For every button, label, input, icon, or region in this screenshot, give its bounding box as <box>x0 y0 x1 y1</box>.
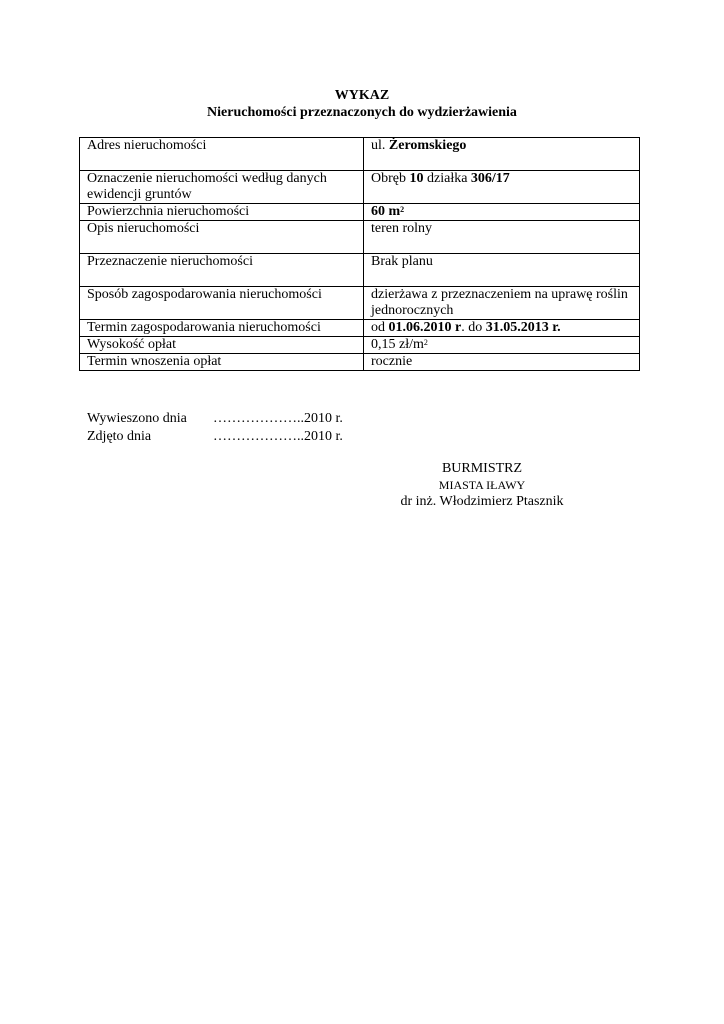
row-value: teren rolny <box>364 221 640 254</box>
removed-value: ………………..2010 r. <box>213 429 343 444</box>
table-row <box>80 138 640 171</box>
table-row <box>80 337 640 354</box>
row-label: Powierzchnia nieruchomości <box>80 204 364 221</box>
row-value: rocznie <box>364 354 640 371</box>
table-row <box>80 287 640 320</box>
row-value: 0,15 $zł/m^2$ <box>364 337 640 354</box>
signature-office: MIASTA IŁAWY <box>438 478 526 492</box>
row-value: od 01.06.2010 r. do 31.05.2013 r. <box>364 320 640 337</box>
table-row <box>80 171 640 204</box>
removed-row <box>87 428 343 446</box>
row-value: dzierżawa z przeznaczeniem na uprawę roślin jednorocznych <box>364 287 640 320</box>
posting-dates <box>87 410 343 446</box>
row-value: Obręb 10 działka 306/17 <box>364 171 640 204</box>
signature-title: BURMISTRZ <box>441 461 523 476</box>
posted-label: Wywieszono dnia <box>87 411 187 426</box>
table-row <box>80 354 640 371</box>
signature-name: dr inż. Włodzimierz Ptasznik <box>400 494 564 509</box>
row-label: Wysokość opłat <box>80 337 364 354</box>
row-label: Oznaczenie nieruchomości według danych ewidencji gruntów <box>80 171 364 204</box>
posted-value: ………………..2010 r. <box>213 411 343 426</box>
table-row <box>80 254 640 287</box>
table-row <box>80 320 640 337</box>
posted-row <box>87 410 343 428</box>
row-label: Termin wnoszenia opłat <box>80 354 364 371</box>
row-value: ul. Żeromskiego <box>364 138 640 171</box>
row-value: Brak planu <box>364 254 640 287</box>
removed-label: Zdjęto dnia <box>87 429 152 444</box>
row-label: Przeznaczenie nieruchomości <box>80 254 364 287</box>
document-title: WYKAZ <box>334 88 390 103</box>
property-table <box>79 137 640 371</box>
row-label: Adres nieruchomości <box>80 138 364 171</box>
row-label: Termin zagospodarowania nieruchomości <box>80 320 364 337</box>
table-row <box>80 204 640 221</box>
document-subtitle: Nieruchomości przeznaczonych do wydzierżawienia <box>207 105 517 120</box>
row-label: Opis nieruchomości <box>80 221 364 254</box>
row-value: 60 $m^2$ <box>364 204 640 221</box>
row-label: Sposób zagospodarowania nieruchomości <box>80 287 364 320</box>
table-row <box>80 221 640 254</box>
